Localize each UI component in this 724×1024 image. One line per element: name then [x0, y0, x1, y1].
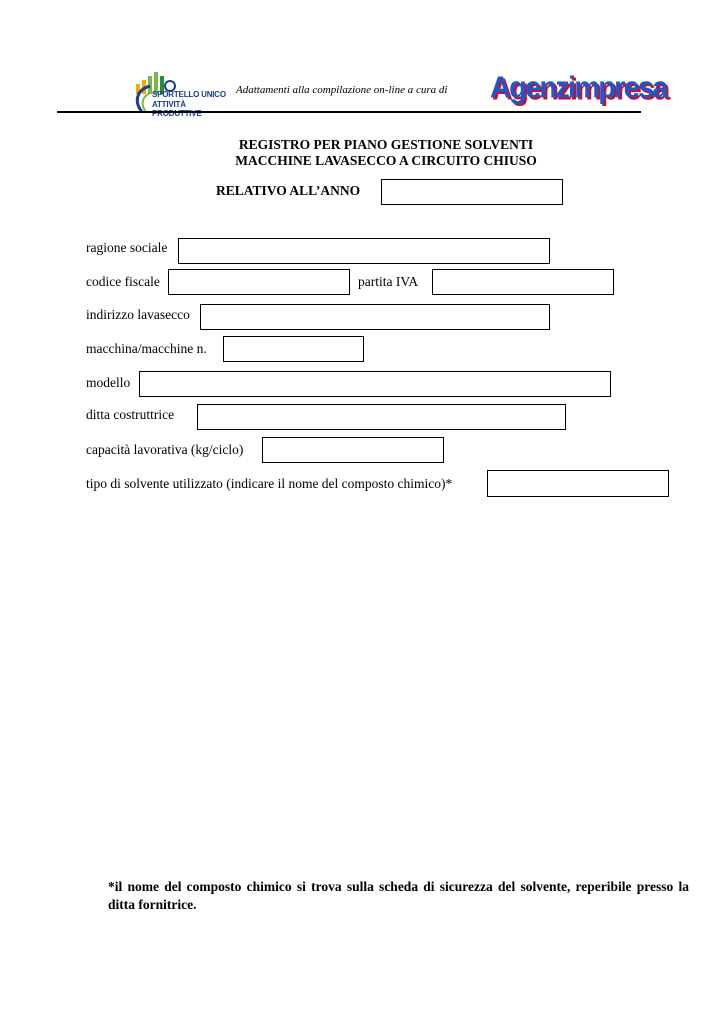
modello-label: modello	[86, 375, 131, 390]
ditta-label: ditta costruttrice	[86, 407, 175, 422]
logo-line1: SPORTELLO UNICO	[152, 90, 226, 99]
solvente-input[interactable]	[487, 470, 669, 497]
partita-iva-label: partita IVA	[358, 274, 419, 289]
partita-iva-input[interactable]	[432, 269, 614, 295]
ragione-sociale-input[interactable]	[178, 238, 550, 264]
capacita-input[interactable]	[262, 437, 444, 463]
indirizzo-input[interactable]	[200, 304, 550, 330]
macchine-input[interactable]	[223, 336, 364, 362]
logo-line2: ATTIVITÀ PRODUTTIVE	[152, 100, 202, 118]
ditta-input[interactable]	[197, 404, 566, 430]
agenzimpresa-logo: Agenzimpresa	[490, 71, 667, 105]
page-title-line2: MACCHINE LAVASECCO A CIRCUITO CHIUSO	[235, 153, 537, 168]
codice-fiscale-input[interactable]	[168, 269, 350, 295]
header-note: Adattamenti alla compilazione on-line a cura di	[236, 84, 448, 96]
header-divider	[57, 111, 641, 113]
indirizzo-label: indirizzo lavasecco	[86, 307, 190, 322]
macchine-label: macchina/macchine n.	[86, 341, 207, 356]
ragione-sociale-label: ragione sociale	[86, 240, 168, 255]
modello-input[interactable]	[139, 371, 611, 397]
year-label: RELATIVO ALL’ANNO	[216, 183, 361, 198]
solvente-label: tipo di solvente utilizzato (indicare il nome del composto chimico)*	[86, 476, 453, 491]
sportello-unico-logo	[132, 70, 232, 118]
footnote: *il nome del composto chimico si trova sulla scheda di sicurezza del solvente, reperibile presso la ditta fornitrice.	[108, 879, 689, 912]
page-title-line1: REGISTRO PER PIANO GESTIONE SOLVENTI	[238, 137, 534, 152]
codice-fiscale-label: codice fiscale	[86, 274, 160, 289]
capacita-label: capacità lavorativa (kg/ciclo)	[86, 442, 244, 457]
swoosh-icon	[132, 84, 154, 114]
year-input[interactable]	[381, 179, 563, 205]
